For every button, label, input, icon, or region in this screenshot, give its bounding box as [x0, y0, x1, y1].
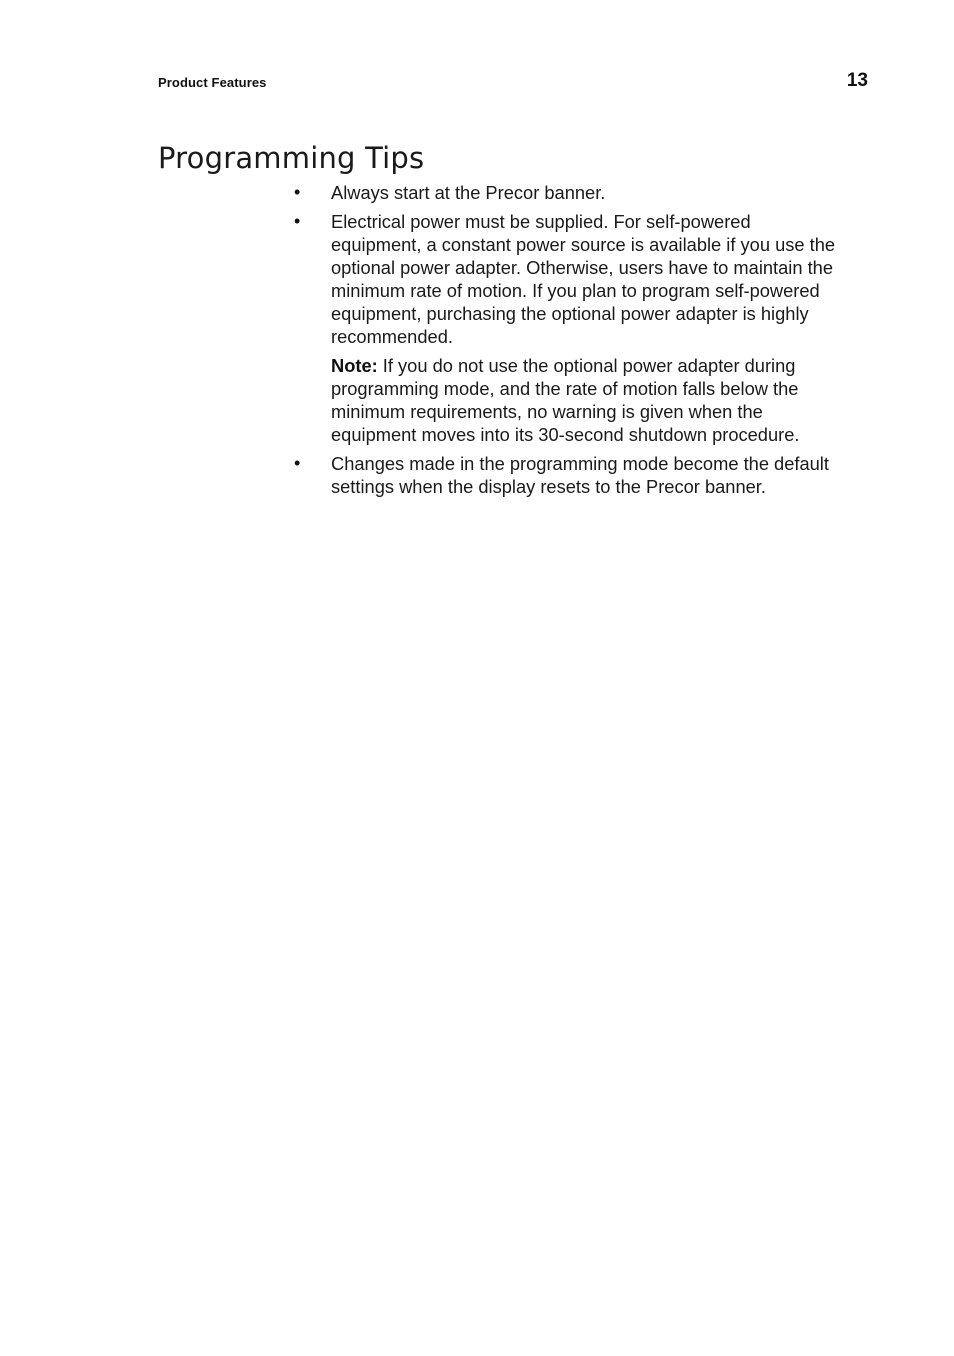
list-item [294, 452, 844, 498]
tips-list [294, 181, 844, 504]
note-text: If you do not use the optional power adapter during programming mode, and the rate of motion falls below the minimum requirements, no warning is given when the equipment moves into its 30-second shutdown procedure. [331, 355, 800, 445]
page-title: Programming Tips [158, 141, 425, 175]
running-header [158, 70, 868, 94]
page-number: 13 [846, 70, 868, 91]
list-item [294, 210, 844, 446]
note-label: Note: [331, 355, 378, 376]
list-item [294, 181, 844, 204]
note [331, 354, 844, 446]
section-label: Product Features [158, 75, 267, 90]
tip-text: Changes made in the programming mode become the default settings when the display resets to the Precor banner. [331, 453, 829, 497]
bullet-icon: • [294, 182, 301, 202]
tip-text: Always start at the Precor banner. [331, 182, 606, 203]
bullet-icon: • [294, 453, 301, 473]
tip-text: Electrical power must be supplied. For self-powered equipment, a constant power source is available if you use the optional power adapter. Otherwise, users have to maintain the minimum rate of motion. If you plan to program self-powered equipment, purchasing the optional power adapter is highly recommended. [331, 211, 836, 347]
bullet-icon: • [294, 211, 301, 231]
